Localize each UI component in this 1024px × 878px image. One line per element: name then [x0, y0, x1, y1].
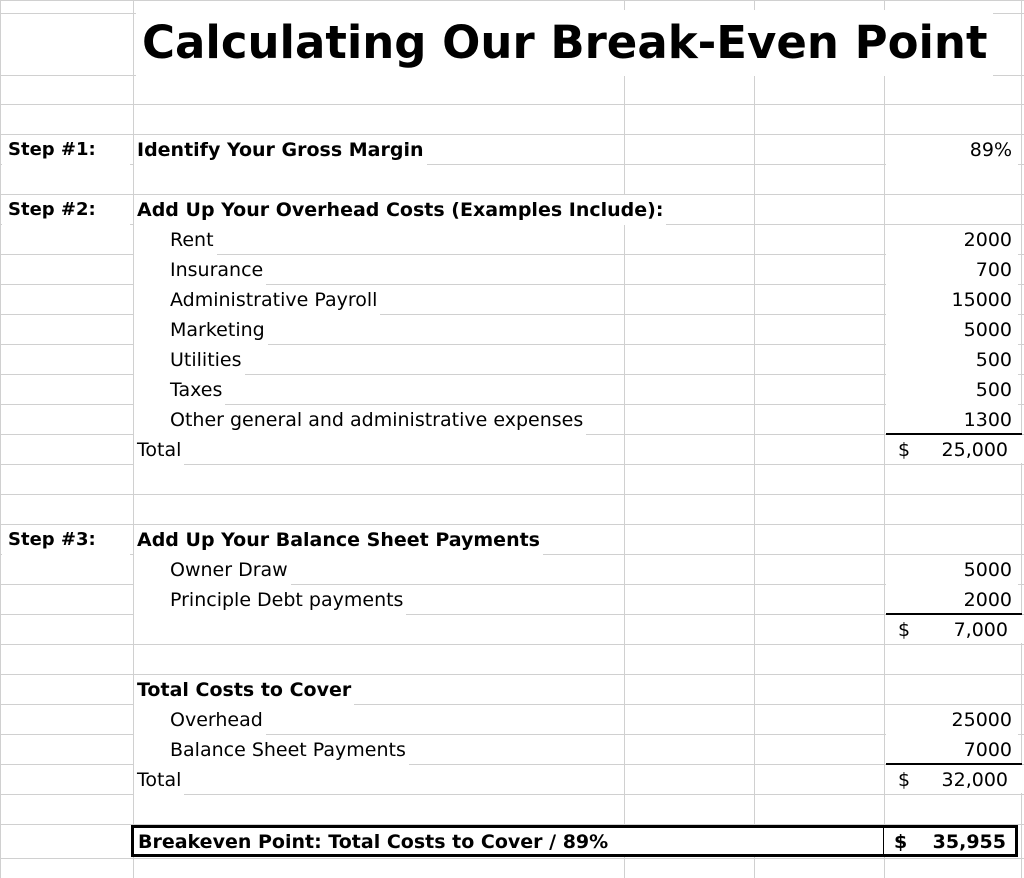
total-costs-item-overhead: Overhead — [134, 705, 266, 735]
grid-line — [0, 644, 1024, 645]
overhead-value-marketing[interactable]: 5000 — [886, 315, 1018, 345]
grid-line — [0, 104, 1024, 105]
currency-symbol: $ — [898, 619, 911, 641]
step-2-heading: Add Up Your Overhead Costs (Examples Include): — [134, 195, 666, 225]
overhead-item-marketing: Marketing — [134, 315, 268, 345]
grid-line — [0, 858, 1024, 859]
overhead-item-taxes: Taxes — [134, 375, 225, 405]
overhead-total-amount[interactable] — [886, 433, 1022, 463]
overhead-item-utilities: Utilities — [134, 345, 245, 375]
overhead-value-utilities[interactable]: 500 — [886, 345, 1018, 375]
grid-line — [624, 0, 625, 878]
overhead-total-label: Total — [134, 435, 184, 465]
overhead-item-payroll: Administrative Payroll — [134, 285, 380, 315]
overhead-item-other: Other general and administrative expenses — [134, 405, 586, 435]
overhead-value-rent[interactable]: 2000 — [886, 225, 1018, 255]
breakeven-divider — [883, 828, 884, 854]
breakeven-amount — [886, 828, 1014, 854]
step-1-heading: Identify Your Gross Margin — [134, 135, 427, 165]
overhead-item-insurance: Insurance — [134, 255, 266, 285]
step-2-label: Step #2: — [2, 195, 130, 225]
step-3-heading: Add Up Your Balance Sheet Payments — [134, 525, 543, 555]
total-costs-item-balance: Balance Sheet Payments — [134, 735, 409, 765]
total-costs-total-value: 32,000 — [941, 769, 1008, 791]
balance-value-owner-draw[interactable]: 5000 — [886, 555, 1018, 585]
currency-symbol: $ — [898, 439, 911, 461]
overhead-value-taxes[interactable]: 500 — [886, 375, 1018, 405]
total-costs-total-amount[interactable] — [886, 763, 1022, 793]
grid-line — [884, 0, 885, 878]
page-title: Calculating Our Break-Even Point — [136, 10, 993, 76]
balance-total-amount[interactable] — [886, 613, 1022, 643]
total-costs-total-label: Total — [134, 765, 184, 795]
overhead-value-payroll[interactable]: 15000 — [886, 285, 1018, 315]
overhead-value-other[interactable]: 1300 — [886, 405, 1018, 435]
breakeven-row[interactable] — [131, 825, 1018, 857]
total-costs-value-overhead[interactable]: 25000 — [886, 705, 1018, 735]
balance-item-debt: Principle Debt payments — [134, 585, 406, 615]
breakeven-label: Breakeven Point: Total Costs to Cover / 89% — [138, 831, 609, 853]
grid-line — [0, 494, 1024, 495]
currency-symbol: $ — [898, 769, 911, 791]
step-3-label: Step #3: — [2, 525, 130, 555]
grid-line — [754, 0, 755, 878]
overhead-item-rent: Rent — [134, 225, 217, 255]
breakeven-value: 35,955 — [932, 831, 1006, 853]
total-costs-value-balance[interactable]: 7000 — [886, 735, 1018, 765]
balance-total-value: 7,000 — [953, 619, 1008, 641]
gross-margin-value[interactable]: 89% — [886, 135, 1018, 165]
balance-item-owner-draw: Owner Draw — [134, 555, 291, 585]
step-1-label: Step #1: — [2, 135, 130, 165]
overhead-value-insurance[interactable]: 700 — [886, 255, 1018, 285]
grid-line — [0, 0, 1024, 1]
overhead-total-value: 25,000 — [941, 439, 1008, 461]
balance-value-debt[interactable]: 2000 — [886, 585, 1018, 615]
total-costs-heading: Total Costs to Cover — [134, 675, 354, 705]
currency-symbol: $ — [894, 831, 908, 853]
grid-line — [0, 0, 1, 878]
